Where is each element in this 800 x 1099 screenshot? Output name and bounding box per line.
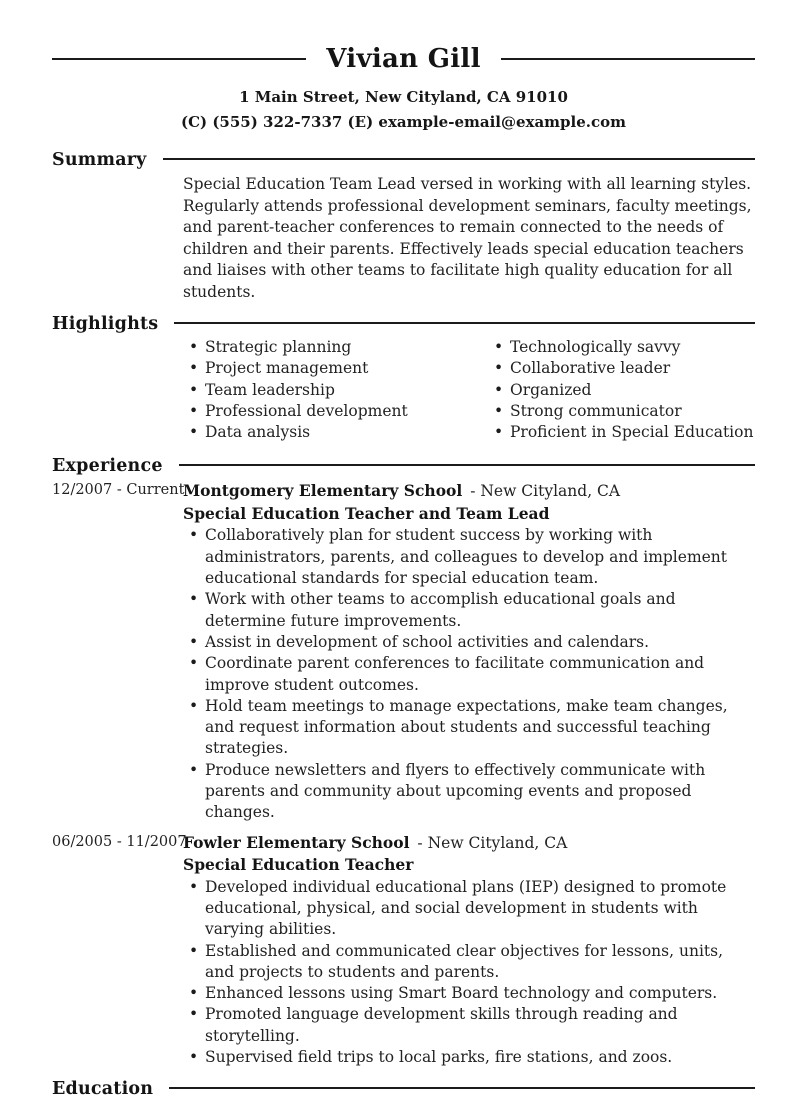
job-location: - New Cityland, CA [470,482,621,501]
page-title: Vivian Gill [326,44,481,74]
experience-header [52,456,755,476]
highlights-heading: Highlights [52,314,159,334]
address-line: 1 Main Street, New Cityland, CA 91010 [239,88,568,106]
summary-header [52,150,755,170]
education-header [52,1079,755,1099]
job-company: Fowler Elementary School [183,832,410,852]
highlights-list-right [488,337,755,443]
education-rule [169,1087,755,1089]
name-rule-right [501,58,755,60]
summary-heading: Summary [52,150,147,170]
name-header [52,44,755,74]
section-summary [52,150,755,303]
job-bullet-list [183,877,755,1069]
section-highlights [52,314,755,443]
summary-rule [163,158,755,160]
list-item: • Data analysis [183,422,488,443]
job-title: Special Education Teacher and Team Lead [183,503,550,523]
highlights-columns [183,337,755,443]
highlights-rule [174,322,755,324]
job-bullet: • Hold team meetings to manage expectations, make team changes, and request information about students and successful teaching strategies. [183,696,755,760]
job-company: Montgomery Elementary School [183,481,463,501]
job-dates: 06/2005 - 11/2007 [52,833,187,850]
job-bullet: • Enhanced lessons using Smart Board technology and computers. [183,983,755,1004]
job-bullet: • Work with other teams to accomplish educational goals and determine future improvements. [183,589,755,632]
job-entry [52,480,755,823]
list-item: • Strong communicator [488,401,755,422]
experience-heading: Experience [52,456,163,477]
experience-rule [179,464,755,466]
summary-text: Special Education Team Lead versed in working with all learning styles. Regularly attends professional development seminars, faculty meetings, and parent-teacher conferences to remain connected to the needs of children and their parents. Effectively leads special education teachers and liaises with other teams to facilitate high quality education for all students. [183,175,752,301]
education-heading: Education [52,1079,154,1099]
section-education [52,1079,755,1099]
job-bullet: • Collaboratively plan for student success by working with administrators, parents, and colleagues to develop and implement educational standards for special education team. [183,525,755,589]
list-item: • Organized [488,380,755,401]
list-item: • Collaborative leader [488,358,755,379]
name-rule-left [52,58,306,60]
job-entry [52,832,755,1069]
highlights-header [52,314,755,334]
list-item: • Strategic planning [183,337,488,358]
job-dates: 12/2007 - Current [52,482,185,499]
job-bullet: • Supervised field trips to local parks, fire stations, and zoos. [183,1047,755,1068]
section-experience [52,456,755,1068]
job-company-line [183,480,755,503]
job-company-line [183,832,755,855]
job-bullet: • Coordinate parent conferences to facilitate communication and improve student outcomes. [183,653,755,696]
job-bullet: • Established and communicated clear objectives for lessons, units, and projects to students and parents. [183,941,755,984]
contact-line: (C) (555) 322-7337 (E) example-email@example.com [180,113,627,131]
job-bullet-list [183,525,755,823]
job-location: - New Cityland, CA [417,833,568,852]
list-item: • Professional development [183,401,488,422]
job-bullet: • Assist in development of school activities and calendars. [183,632,755,653]
list-item: • Project management [183,358,488,379]
job-bullet: • Produce newsletters and flyers to effectively communicate with parents and community about upcoming events and proposed changes. [183,760,755,824]
job-title: Special Education Teacher [183,855,414,875]
list-item: • Technologically savvy [488,337,755,358]
job-bullet: • Promoted language development skills through reading and storytelling. [183,1004,755,1047]
highlights-list-left [183,337,488,443]
job-bullet: • Developed individual educational plans (IEP) designed to promote educational, physical, and social development in students with varying abilities. [183,877,755,941]
list-item: • Proficient in Special Education [488,422,755,443]
list-item: • Team leadership [183,380,488,401]
